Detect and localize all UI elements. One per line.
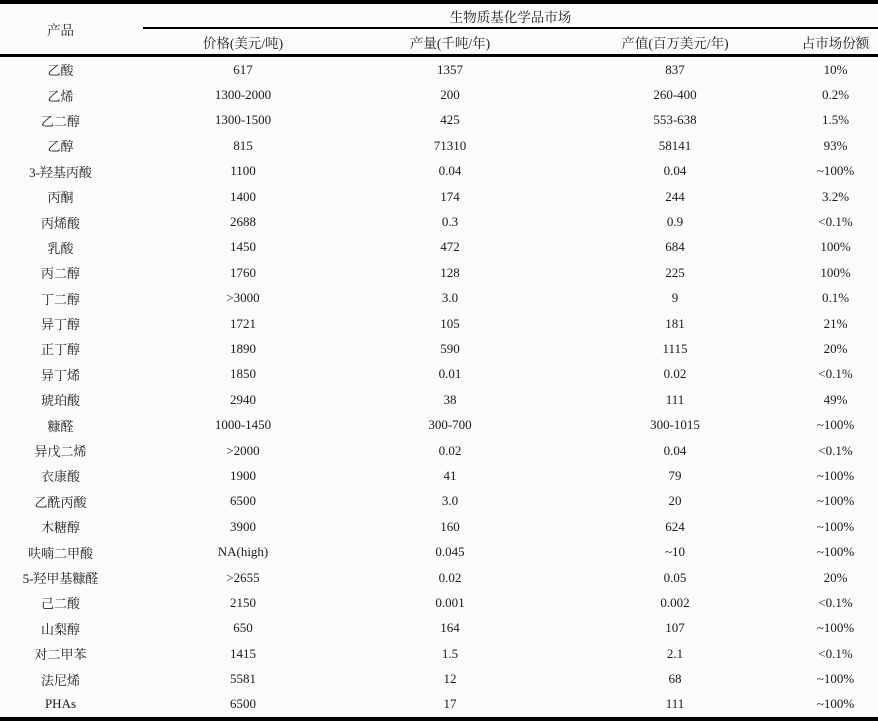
cell-value: 1115	[662, 340, 688, 356]
cell-value: 0.04	[663, 442, 687, 458]
cell-price: 2940	[230, 391, 256, 407]
table-row	[0, 412, 878, 437]
cell-share: 10%	[823, 61, 848, 77]
table-row	[0, 260, 878, 285]
cell-value: 225	[665, 264, 685, 280]
cell-price: 1890	[230, 340, 256, 356]
column-header-output: 产量(千吨/年)	[343, 28, 557, 56]
cell-value: 58141	[658, 137, 692, 153]
cell-price: 1850	[230, 366, 256, 382]
cell-value: 9	[671, 290, 679, 306]
column-header-product: 产品	[0, 2, 143, 56]
cell-share: 20%	[823, 340, 848, 356]
cell-value: 0.9	[666, 214, 684, 230]
cell-price: 1000-1450	[214, 417, 272, 433]
table-row	[0, 463, 878, 488]
cell-product: 衣康酸	[40, 469, 80, 485]
cell-price: 6500	[230, 696, 256, 712]
cell-share: 3.2%	[821, 188, 850, 204]
cell-share: <0.1%	[818, 645, 853, 661]
cell-output: 105	[440, 315, 460, 331]
cell-product: 琥珀酸	[40, 393, 80, 409]
table-body	[0, 56, 878, 720]
cell-share: <0.1%	[818, 366, 853, 382]
cell-value: 244	[665, 188, 685, 204]
cell-share: 100%	[820, 264, 851, 280]
table-row	[0, 539, 878, 564]
cell-output: 300-700	[428, 417, 472, 433]
cell-product: 异戊二烯	[34, 444, 87, 460]
cell-product: 乙醇	[47, 139, 74, 155]
cell-share: ~100%	[816, 163, 855, 179]
cell-share: <0.1%	[818, 442, 853, 458]
cell-product: 糠醛	[47, 418, 74, 434]
cell-share: ~100%	[816, 696, 855, 712]
cell-output: 12	[443, 671, 457, 687]
cell-product: 乙二醇	[40, 113, 80, 129]
table-row	[0, 235, 878, 260]
cell-price: NA(high)	[217, 544, 269, 560]
cell-share: ~100%	[816, 493, 855, 509]
cell-price: 1760	[230, 264, 256, 280]
cell-share: 0.1%	[821, 290, 850, 306]
cell-output: 1357	[437, 61, 463, 77]
cell-share: 49%	[823, 391, 848, 407]
cell-product: 木糖醇	[40, 520, 80, 536]
table-row	[0, 641, 878, 666]
cell-value: 2.1	[666, 645, 684, 661]
cell-price: 2150	[230, 594, 256, 610]
cell-product: 3-羟基丙酸	[29, 164, 92, 180]
cell-price: 1721	[230, 315, 256, 331]
cell-price: >3000	[226, 290, 260, 306]
table-row	[0, 311, 878, 336]
cell-price: 3900	[230, 518, 256, 534]
cell-output: 425	[440, 112, 460, 128]
cell-share: 93%	[823, 137, 848, 153]
cell-output: 590	[440, 340, 460, 356]
cell-price: 815	[233, 137, 253, 153]
table-row	[0, 438, 878, 463]
cell-share: ~100%	[816, 467, 855, 483]
column-header-price: 价格(美元/吨)	[143, 28, 343, 56]
cell-value: ~10	[664, 544, 686, 560]
table-row	[0, 616, 878, 641]
cell-share: <0.1%	[818, 214, 853, 230]
cell-value: 684	[665, 239, 685, 255]
cell-price: 1415	[230, 645, 256, 661]
cell-output: 71310	[433, 137, 467, 153]
cell-output: 3.0	[441, 290, 459, 306]
cell-output: 0.001	[435, 594, 465, 610]
cell-output: 0.01	[438, 366, 462, 382]
cell-share: <0.1%	[818, 594, 853, 610]
table-row	[0, 666, 878, 691]
cell-output: 41	[443, 467, 457, 483]
cell-price: 5581	[230, 671, 256, 687]
table-row	[0, 590, 878, 615]
cell-output: 17	[443, 696, 457, 712]
cell-product: 丙二醇	[40, 266, 80, 282]
table-row	[0, 184, 878, 209]
cell-price: 650	[233, 620, 253, 636]
cell-product: 5-羟甲基糠醛	[22, 571, 99, 586]
cell-share: ~100%	[816, 417, 855, 433]
table-row	[0, 489, 878, 514]
cell-price: 1300-2000	[214, 87, 272, 103]
cell-value: 68	[668, 671, 682, 687]
cell-output: 0.02	[438, 569, 462, 585]
cell-output: 3.0	[441, 493, 459, 509]
cell-output: 1.5	[441, 645, 459, 661]
table-row	[0, 336, 878, 361]
cell-value: 553-638	[653, 112, 697, 128]
column-header-value: 产值(百万美元/年)	[557, 28, 793, 56]
cell-product: PHAs	[44, 696, 77, 712]
cell-product: 乙酸	[47, 63, 74, 79]
table-row	[0, 108, 878, 133]
cell-price: 617	[233, 61, 253, 77]
cell-product: 己二酸	[40, 596, 80, 612]
cell-value: 624	[665, 518, 685, 534]
cell-value: 0.002	[660, 594, 690, 610]
cell-output: 164	[440, 620, 460, 636]
table-row	[0, 209, 878, 234]
cell-value: 0.05	[663, 569, 687, 585]
table-row	[0, 565, 878, 590]
cell-share: 21%	[823, 315, 848, 331]
cell-value: 111	[665, 391, 685, 407]
cell-product: 乳酸	[47, 240, 74, 256]
group-header-market: 生物质基化学品市场	[143, 2, 878, 28]
cell-product: 异丁烯	[40, 367, 80, 383]
cell-output: 0.04	[438, 163, 462, 179]
cell-value: 260-400	[653, 87, 697, 103]
table-row	[0, 159, 878, 184]
table-row	[0, 387, 878, 412]
column-header-share: 占市场份额	[793, 28, 878, 56]
cell-output: 38	[443, 391, 457, 407]
cell-value: 837	[665, 61, 685, 77]
cell-output: 128	[440, 264, 460, 280]
cell-value: 107	[665, 620, 685, 636]
cell-value: 0.04	[663, 163, 687, 179]
cell-value: 300-1015	[650, 417, 700, 433]
cell-price: 2688	[230, 214, 256, 230]
cell-price: 1450	[230, 239, 256, 255]
cell-price: >2000	[226, 442, 260, 458]
cell-price: 1900	[230, 467, 256, 483]
cell-price: 1300-1500	[214, 112, 272, 128]
cell-value: 79	[668, 467, 682, 483]
cell-product: 对二甲苯	[34, 647, 87, 663]
cell-output: 174	[440, 188, 460, 204]
cell-share: 1.5%	[821, 112, 850, 128]
cell-product: 呋喃二甲酸	[27, 545, 93, 561]
table-row	[0, 514, 878, 539]
table-header	[0, 2, 878, 56]
cell-product: 正丁醇	[40, 342, 80, 358]
cell-product: 丙烯酸	[40, 215, 80, 231]
cell-price: >2655	[226, 569, 260, 585]
table-row	[0, 286, 878, 311]
cell-share: ~100%	[816, 671, 855, 687]
cell-share: 100%	[820, 239, 851, 255]
cell-price: 1100	[230, 163, 256, 179]
table-row	[0, 56, 878, 83]
cell-output: 200	[440, 87, 460, 103]
cell-output: 0.3	[441, 214, 459, 230]
cell-value: 181	[665, 315, 685, 331]
table-row	[0, 362, 878, 387]
cell-product: 异丁醇	[40, 317, 80, 333]
cell-share: ~100%	[816, 518, 855, 534]
cell-output: 0.02	[438, 442, 462, 458]
cell-product: 法尼烯	[40, 672, 80, 688]
cell-output: 160	[440, 518, 460, 534]
cell-product: 乙烯	[47, 88, 74, 104]
table-row	[0, 82, 878, 107]
cell-share: 20%	[823, 569, 848, 585]
cell-product: 山梨醇	[40, 621, 80, 637]
cell-share: ~100%	[816, 544, 855, 560]
table-row	[0, 133, 878, 158]
cell-value: 20	[668, 493, 682, 509]
table-row	[0, 692, 878, 720]
cell-price: 1400	[230, 188, 256, 204]
cell-product: 乙酰丙酸	[34, 494, 87, 510]
cell-price: 6500	[230, 493, 256, 509]
group-header-row	[0, 2, 878, 28]
cell-output: 0.045	[435, 544, 465, 560]
cell-value: 111	[665, 696, 685, 712]
cell-product: 丁二醇	[40, 291, 80, 307]
cell-output: 472	[440, 239, 460, 255]
cell-value: 0.02	[663, 366, 687, 382]
cell-share: ~100%	[816, 620, 855, 636]
cell-share: 0.2%	[821, 87, 850, 103]
cell-product: 丙酮	[47, 190, 74, 206]
